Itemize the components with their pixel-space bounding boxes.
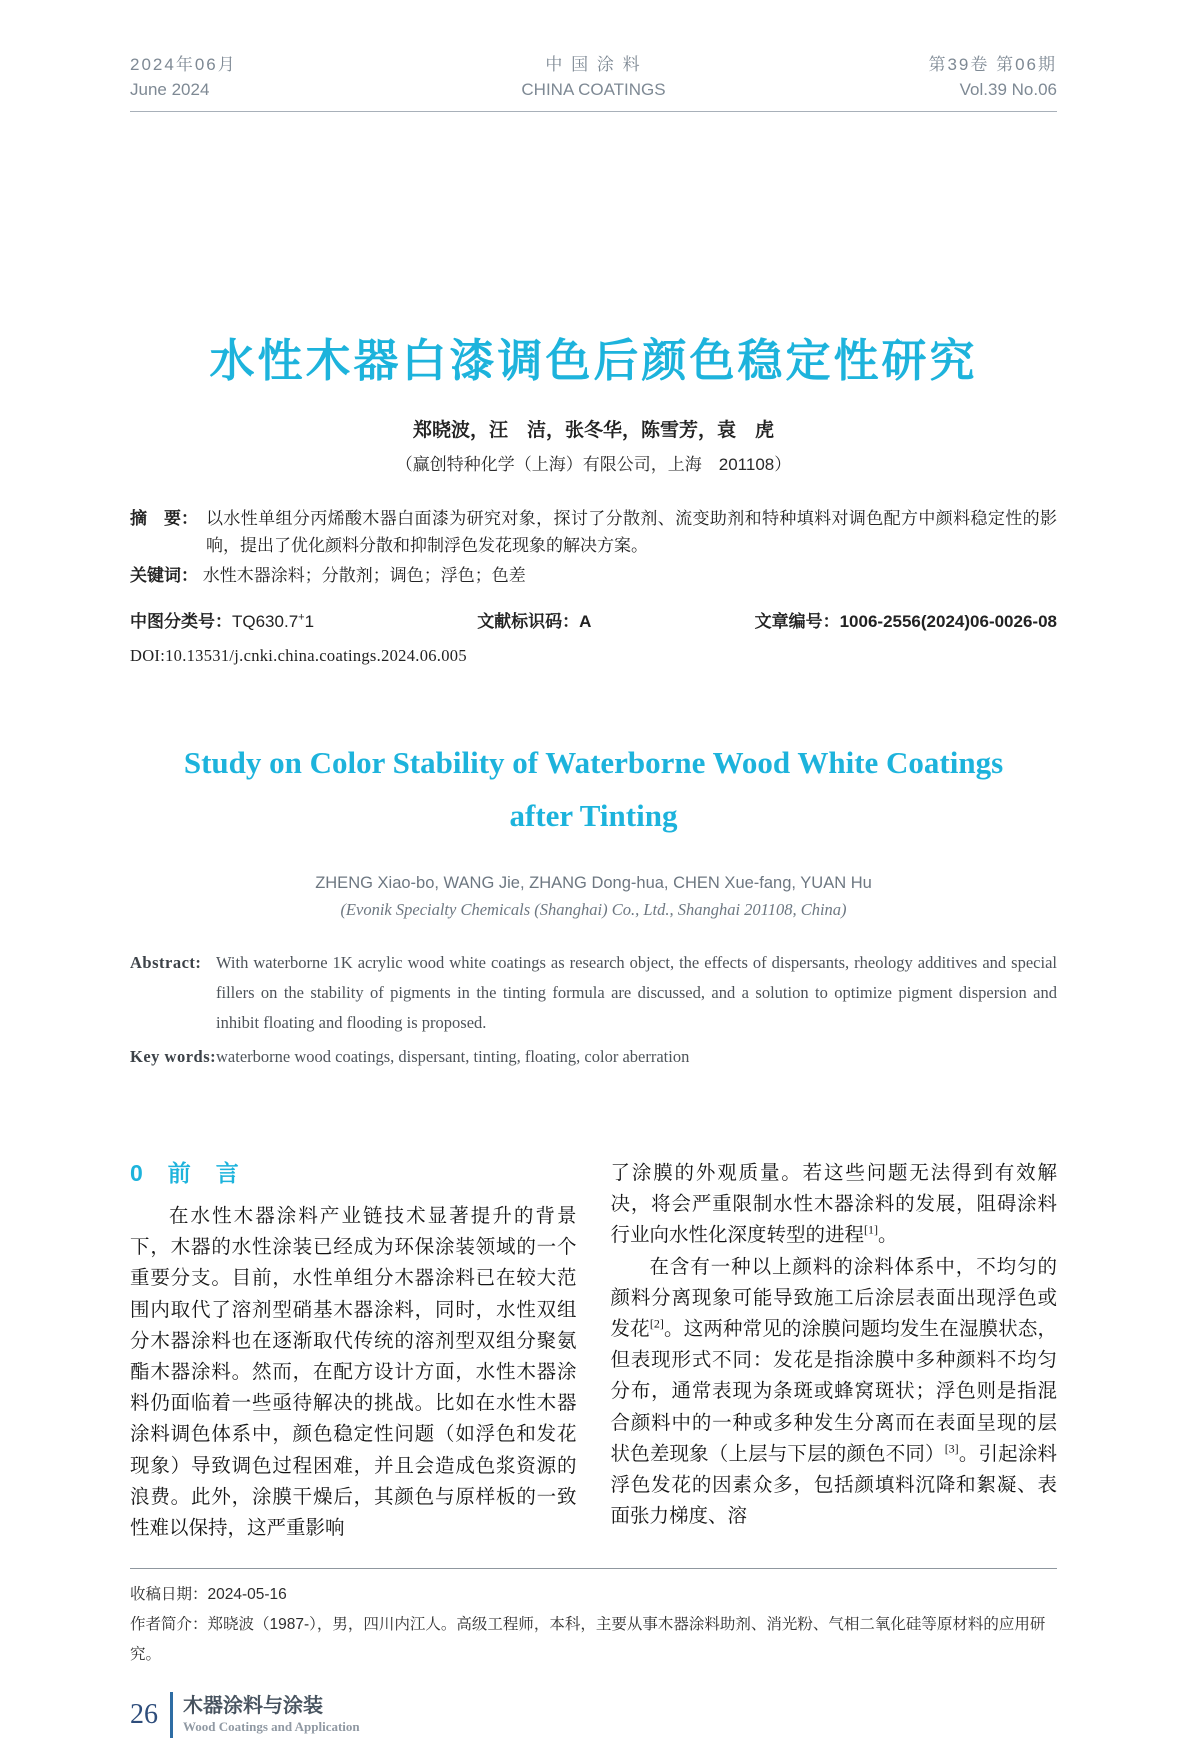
keywords-text-cn: 水性木器涂料；分散剂；调色；浮色；色差 bbox=[202, 566, 526, 585]
header-volume bbox=[751, 52, 1057, 102]
paragraph-text: 在含有一种以上颜料的涂料体系中，不均匀的颜料分离现象可能导致施工后涂层表面出现浮色或发花 bbox=[610, 1256, 1057, 1341]
clc-tail: 1 bbox=[304, 612, 315, 631]
header-date-cn: 2024年06月 bbox=[130, 55, 237, 74]
journal-header bbox=[130, 0, 1057, 112]
header-date-en: June 2024 bbox=[130, 80, 210, 99]
volume-en: Vol.39 No.06 bbox=[959, 80, 1057, 99]
keywords-en bbox=[130, 1042, 1057, 1072]
right-column bbox=[611, 1158, 1058, 1544]
abstract-text-en: With waterborne 1K acrylic wood white coatings as research object, the effects of dispersants, rheology additives and special fillers on the stability of pigments in the tinting formula are discussed, and a solution to optimize pigment dispersion and inhibit floating and flooding is proposed. bbox=[216, 953, 1057, 1032]
authors-en: ZHENG Xiao-bo, WANG Jie, ZHANG Dong-hua, CHEN Xue-fang, YUAN Hu bbox=[315, 874, 872, 892]
affiliation-cn: （赢创特种化学（上海）有限公司，上海 201108） bbox=[395, 455, 792, 474]
paragraph-text: 。引起涂料浮色发花的因素众多，包括颜填料沉降和絮凝、表面张力梯度、溶 bbox=[610, 1443, 1057, 1528]
article-title-cn: 水性木器白漆调色后颜色稳定性研究 bbox=[209, 335, 978, 386]
paragraph-text: 。 bbox=[878, 1225, 898, 1247]
page-number: 26 bbox=[130, 1699, 158, 1731]
journal-name-cn: 中 国 涂 料 bbox=[545, 55, 642, 74]
page-content bbox=[130, 0, 1057, 1738]
reference-mark-2: [2] bbox=[649, 1316, 664, 1331]
author-bio: 作者简介：郑晓波（1987-），男，四川内江人。高级工程师，本科，主要从事木器涂料助剂、消光粉、气相二氧化硅等原材料的应用研究。 bbox=[130, 1616, 1046, 1664]
abstract-block-cn bbox=[130, 505, 1057, 589]
footer-section bbox=[173, 1694, 360, 1736]
clc-label: 中图分类号： bbox=[130, 612, 232, 631]
reference-mark-3: [3] bbox=[944, 1441, 959, 1456]
header-journal-name bbox=[441, 52, 747, 102]
abstract-en bbox=[130, 948, 1057, 1038]
abstract-label-en: Abstract: bbox=[130, 953, 202, 972]
keywords-cn bbox=[130, 562, 1057, 589]
keywords-text-en: waterborne wood coatings, dispersant, tinting, floating, color aberration bbox=[216, 1047, 690, 1066]
keywords-label-en: Key words: bbox=[130, 1047, 217, 1066]
reference-mark-1: [1] bbox=[864, 1222, 879, 1237]
document-code: 文献标识码：A bbox=[477, 612, 592, 631]
intro-paragraph-right-1 bbox=[611, 1158, 1058, 1252]
doi: DOI:10.13531/j.cnki.china.coatings.2024.06.005 bbox=[130, 646, 467, 665]
footnote-block bbox=[130, 1568, 1057, 1670]
clc-value: TQ630.7 bbox=[232, 612, 299, 631]
footer-section-en: Wood Coatings and Application bbox=[183, 1719, 360, 1735]
page-footer bbox=[130, 1692, 1057, 1738]
journal-name-en: CHINA COATINGS bbox=[521, 80, 666, 99]
article-title-en: Study on Color Stability of Waterborne Wood White Coatings after Tinting bbox=[183, 745, 1004, 833]
abstract-text-cn: 以水性单组分丙烯酸木器白面漆为研究对象，探讨了分散剂、流变助剂和特种填料对调色配方中颜料稳定性的影响，提出了优化颜料分散和抑制浮色发花现象的解决方案。 bbox=[206, 509, 1057, 555]
article-id: 文章编号：1006-2556(2024)06-0026-08 bbox=[754, 612, 1057, 631]
abstract-block-en bbox=[130, 948, 1057, 1072]
keywords-label-cn: 关键词： bbox=[130, 566, 198, 585]
header-date bbox=[130, 52, 436, 102]
volume-cn: 第39卷 第06期 bbox=[928, 55, 1057, 74]
section-heading-foreword: 0 前 言 bbox=[130, 1160, 240, 1186]
abstract-cn bbox=[130, 505, 1057, 559]
meta-line bbox=[130, 607, 1057, 632]
footer-section-cn: 木器涂料与涂装 bbox=[183, 1695, 323, 1718]
abstract-label-cn: 摘 要： bbox=[130, 509, 198, 528]
left-column bbox=[130, 1158, 577, 1544]
received-date: 收稿日期：2024-05-16 bbox=[130, 1586, 287, 1604]
paragraph-text: 。这两种常见的涂膜问题均发生在湿膜状态，但表现形式不同：发花是指涂膜中多种颜料不均匀分布，通常表现为条斑或蜂窝斑状；浮色则是指混合颜料中的一种或多种发生分离而在表面呈现的层状色差现象（上层与下层的颜色不同） bbox=[610, 1319, 1057, 1465]
intro-paragraph-left: 在水性木器涂料产业链技术显著提升的背景下，木器的水性涂装已经成为环保涂装领域的一个重要分支。目前，水性单组分木器涂料已在较大范围内取代了溶剂型硝基木器涂料，同时，水性双组分木器涂料也在逐渐取代传统的溶剂型双组分聚氨酯木器涂料。然而，在配方设计方面，水性木器涂料仍面临着一些亟待解决的挑战。比如在水性木器涂料调色体系中，颜色稳定性问题（如浮色和发花现象）导致调色过程困难，并且会造成色浆资源的浪费。此外，涂膜干燥后，其颜色与原样板的一致性难以保持，这严重影响 bbox=[130, 1206, 577, 1540]
authors-cn: 郑晓波，汪 洁，张冬华，陈雪芳，袁 虎 bbox=[412, 420, 774, 441]
clc-superscript: + bbox=[298, 611, 305, 624]
paragraph-text: 了涂膜的外观质量。若这些问题无法得到有效解决，将会严重限制水性木器涂料的发展，阻碍涂料行业向水性化深度转型的进程 bbox=[610, 1163, 1057, 1247]
intro-paragraph-right-2 bbox=[611, 1252, 1058, 1533]
affiliation-en: (Evonik Specialty Chemicals (Shanghai) Co., Ltd., Shanghai 201108, China) bbox=[340, 900, 847, 919]
clc-number bbox=[130, 607, 314, 632]
intro-columns bbox=[130, 1158, 1057, 1544]
